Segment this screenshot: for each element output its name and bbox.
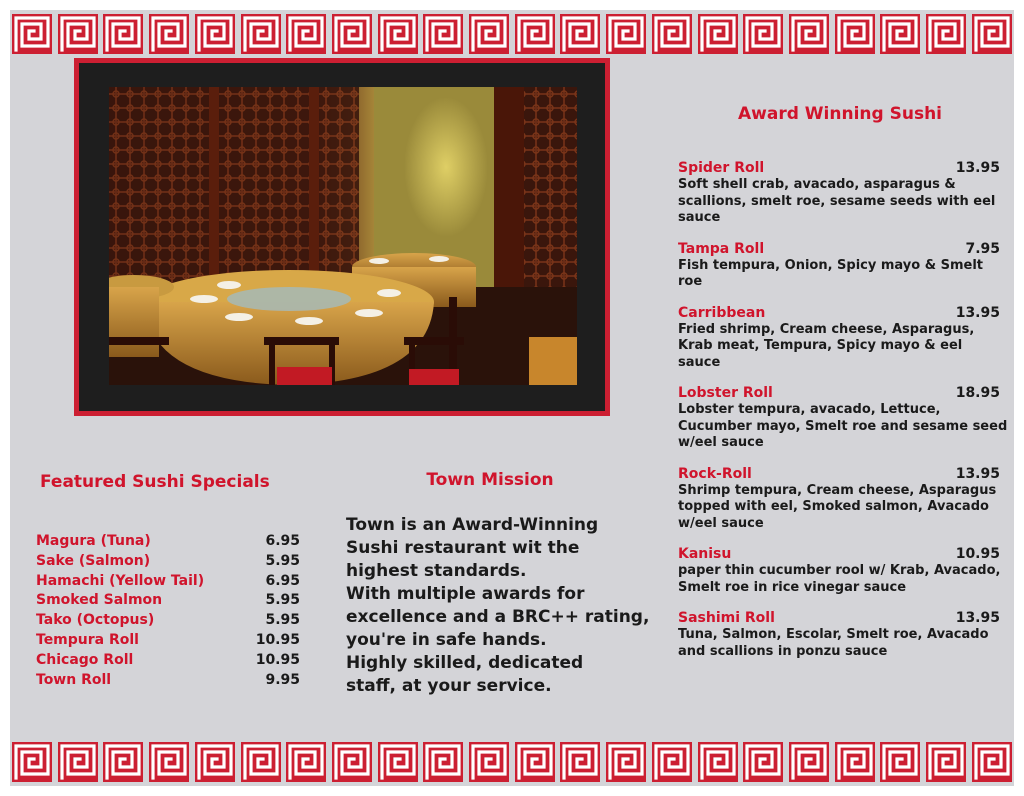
- greek-key-tile: [241, 742, 281, 782]
- menu-item: [678, 241, 1008, 291]
- special-price: 10.95: [255, 651, 300, 668]
- menu-item-name: Carribbean: [678, 304, 766, 321]
- special-name: Town Roll: [36, 671, 112, 688]
- menu-item-price: 13.95: [955, 465, 1000, 482]
- special-name: Hamachi (Yellow Tail): [36, 572, 205, 589]
- greek-key-tile: [880, 742, 920, 782]
- mission-text: [346, 514, 664, 698]
- greek-key-tile: [789, 14, 829, 54]
- menu-item: [678, 305, 1008, 372]
- menu-item-name: Rock-Roll: [678, 465, 752, 482]
- greek-key-tile: [926, 14, 966, 54]
- list-item: [36, 671, 300, 691]
- greek-key-tile: [880, 14, 920, 54]
- menu-item-description: Shrimp tempura, Cream cheese, Asparagus topped with eel, Smoked salmon, Avacado w/eel sauce: [678, 482, 997, 531]
- list-item: [36, 591, 300, 611]
- greek-key-tile: [195, 14, 235, 54]
- greek-key-tile: [12, 742, 52, 782]
- greek-key-tile: [469, 14, 509, 54]
- greek-key-tile: [606, 742, 646, 782]
- greek-key-tile: [835, 14, 875, 54]
- menu-item-description: Lobster tempura, avacado, Lettuce, Cucumber mayo, Smelt roe and sesame seed w/eel sauce: [678, 402, 1008, 450]
- greek-key-tile: [835, 742, 875, 782]
- menu-item-name: Spider Roll: [678, 160, 765, 176]
- greek-key-tile: [103, 14, 143, 54]
- special-name: Magura (Tuna): [36, 533, 151, 549]
- greek-key-tile: [926, 742, 966, 782]
- greek-key-tile: [286, 14, 326, 54]
- restaurant-dining-room-photo: [109, 87, 577, 385]
- list-item: [36, 532, 300, 552]
- menu-item: [678, 610, 1008, 660]
- menu-item: [678, 546, 1008, 596]
- greek-key-tile: [972, 742, 1012, 782]
- special-name: Tako (Octopus): [36, 612, 155, 629]
- menu-item-description: Fried shrimp, Cream cheese, Asparagus, Krab meat, Tempura, Spicy mayo & eel sauce: [678, 321, 975, 370]
- menu-item: [678, 466, 1008, 533]
- list-item: [36, 611, 300, 631]
- greek-key-border-bottom: [10, 740, 1014, 784]
- greek-key-tile: [560, 742, 600, 782]
- menu-item-name: Sashimi Roll: [678, 610, 775, 626]
- menu-item-price: 13.95: [955, 610, 1000, 626]
- greek-key-tile: [423, 742, 463, 782]
- greek-key-tile: [286, 742, 326, 782]
- greek-key-border-top: [10, 12, 1014, 56]
- greek-key-tile: [423, 14, 463, 54]
- menu-item-name: Kanisu: [678, 546, 732, 562]
- menu-item-description: Soft shell crab, avacado, asparagus & scallions, smelt roe, sesame seeds with eel sauce: [678, 177, 996, 225]
- mission-line: Town is an Award-Winning: [346, 515, 599, 535]
- greek-key-tile: [515, 14, 555, 54]
- photo-mat: [79, 63, 605, 411]
- greek-key-tile: [652, 14, 692, 54]
- menu-item-price: 7.95: [965, 240, 1000, 257]
- greek-key-tile: [698, 14, 738, 54]
- special-name: Sake (Salmon): [36, 552, 151, 569]
- greek-key-tile: [58, 742, 98, 782]
- list-item: [36, 631, 300, 651]
- list-item: [36, 572, 300, 592]
- greek-key-tile: [789, 742, 829, 782]
- greek-key-tile: [58, 14, 98, 54]
- greek-key-tile: [149, 742, 189, 782]
- special-name: Tempura Roll: [36, 631, 139, 648]
- special-price: 6.95: [265, 533, 300, 549]
- special-name: Chicago Roll: [36, 651, 134, 668]
- special-price: 10.95: [255, 631, 300, 648]
- menu-item-description: paper thin cucumber rool w/ Krab, Avacado, Smelt roe in rice vinegar sauce: [678, 563, 1001, 595]
- featured-section-title: Featured Sushi Specials: [40, 472, 270, 492]
- mission-line: With multiple awards for: [346, 584, 585, 604]
- menu-item: [678, 160, 1008, 227]
- greek-key-tile: [469, 742, 509, 782]
- special-price: 6.95: [265, 572, 300, 589]
- greek-key-tile: [743, 742, 783, 782]
- mission-line: staff, at your service.: [346, 676, 552, 696]
- menu-item: [678, 385, 1008, 452]
- greek-key-tile: [12, 14, 52, 54]
- greek-key-tile: [743, 14, 783, 54]
- list-item: [36, 651, 300, 671]
- greek-key-tile: [698, 742, 738, 782]
- mission-line: highest standards.: [346, 561, 527, 581]
- greek-key-tile: [972, 14, 1012, 54]
- greek-key-tile: [149, 14, 189, 54]
- mission-title: Town Mission: [426, 470, 554, 490]
- photo-frame: [74, 58, 610, 416]
- list-item: [36, 552, 300, 572]
- special-name: Smoked Salmon: [36, 592, 163, 609]
- greek-key-tile: [652, 742, 692, 782]
- greek-key-tile: [378, 14, 418, 54]
- greek-key-tile: [378, 742, 418, 782]
- special-price: 9.95: [265, 671, 300, 688]
- mission-line: Sushi restaurant wit the: [346, 538, 580, 558]
- greek-key-tile: [241, 14, 281, 54]
- menu-page: [10, 10, 1014, 786]
- special-price: 5.95: [265, 612, 300, 629]
- menu-item-description: Tuna, Salmon, Escolar, Smelt roe, Avacado and scallions in ponzu sauce: [678, 627, 989, 659]
- greek-key-tile: [606, 14, 646, 54]
- greek-key-tile: [332, 742, 372, 782]
- menu-item-price: 13.95: [955, 160, 1000, 176]
- special-price: 5.95: [265, 552, 300, 569]
- mission-line: excellence and a BRC++ rating,: [346, 607, 650, 627]
- mission-line: you're in safe hands.: [346, 630, 547, 650]
- special-price: 5.95: [265, 592, 300, 609]
- menu-item-price: 10.95: [955, 546, 1000, 562]
- greek-key-tile: [332, 14, 372, 54]
- greek-key-tile: [195, 742, 235, 782]
- mission-line: Highly skilled, dedicated: [346, 653, 584, 673]
- menu-item-price: 18.95: [955, 385, 1000, 401]
- award-menu-list: [678, 160, 1008, 674]
- menu-item-name: Lobster Roll: [678, 385, 773, 401]
- menu-item-price: 13.95: [955, 304, 1000, 321]
- greek-key-tile: [560, 14, 600, 54]
- greek-key-tile: [515, 742, 555, 782]
- menu-item-name: Tampa Roll: [678, 240, 765, 257]
- featured-specials-list: [36, 532, 300, 690]
- menu-item-description: Fish tempura, Onion, Spicy mayo & Smelt roe: [678, 257, 983, 289]
- greek-key-tile: [103, 742, 143, 782]
- award-section-title: Award Winning Sushi: [738, 104, 942, 124]
